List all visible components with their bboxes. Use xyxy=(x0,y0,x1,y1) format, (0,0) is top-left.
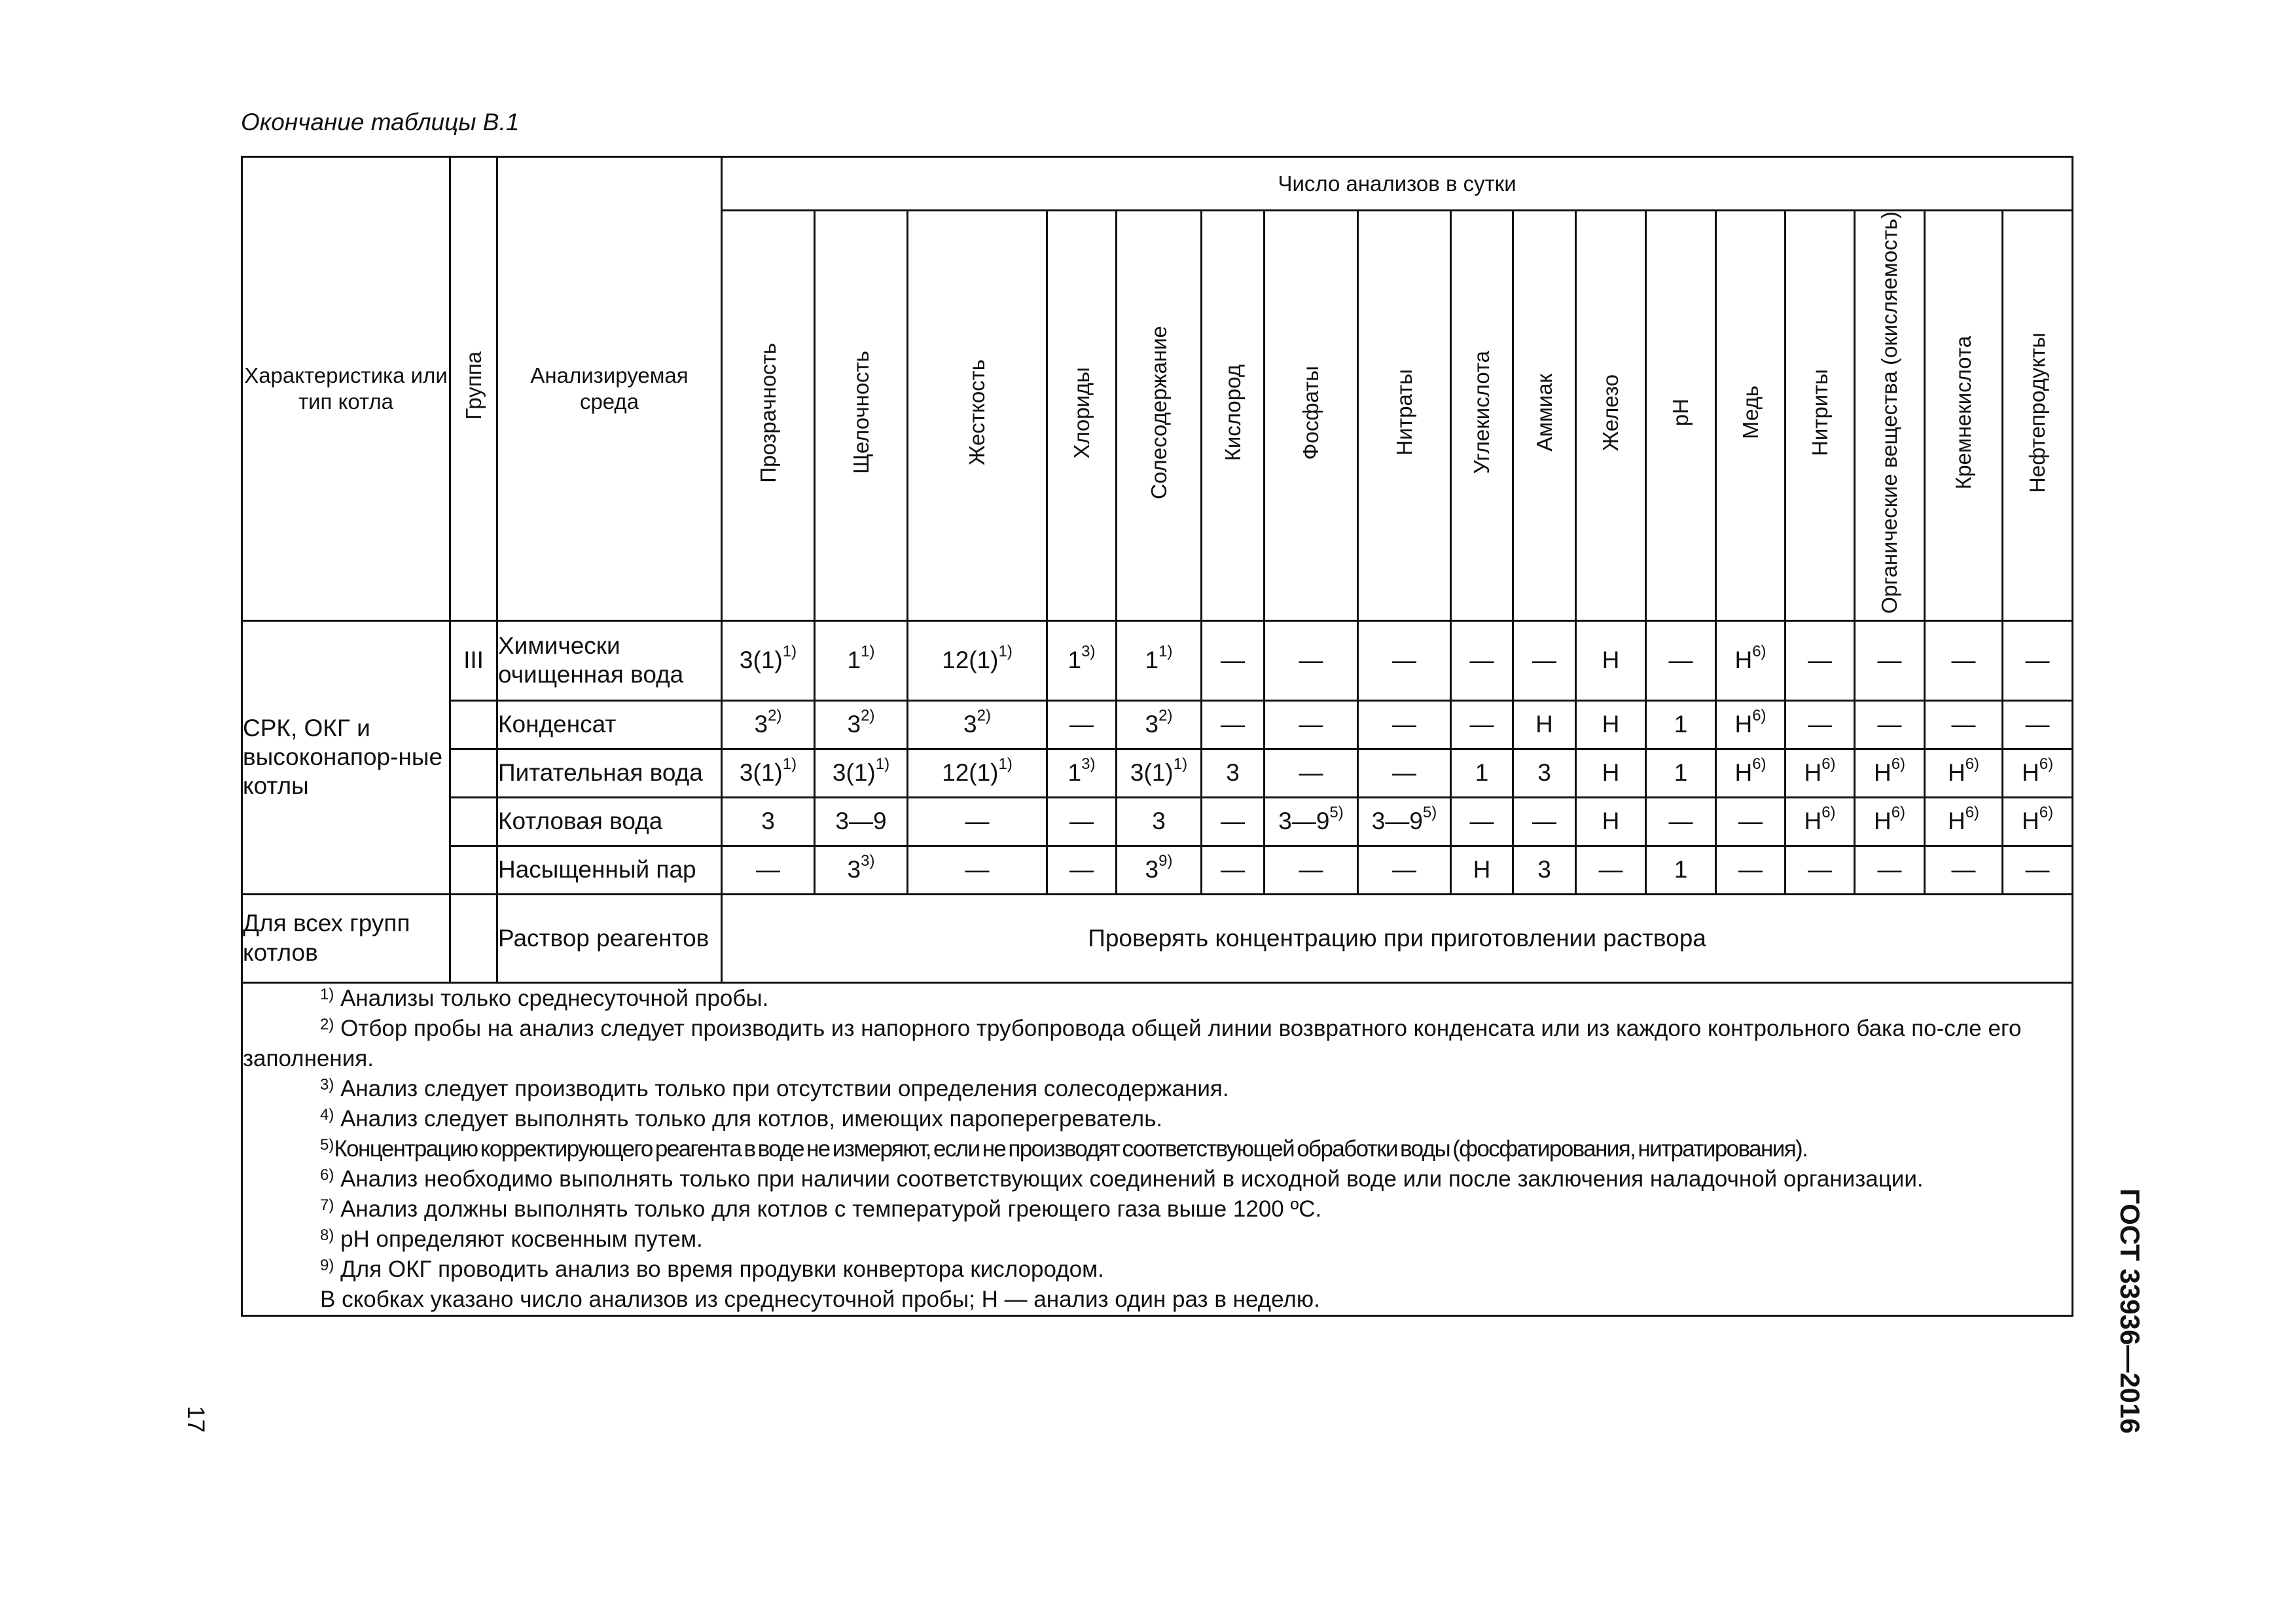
value-cell xyxy=(722,700,815,749)
cell-value: Н xyxy=(1873,759,1892,787)
footnote-ref: 1) xyxy=(861,643,875,661)
value-cell xyxy=(1716,797,1785,846)
header-row-1 xyxy=(242,157,2073,211)
footnote xyxy=(243,1074,2072,1104)
value-cell xyxy=(1117,749,1202,797)
cell-value: — xyxy=(1469,647,1494,674)
value-cell xyxy=(1576,700,1646,749)
footnote-text: Анализ должны выполнять только для котлов с температурой греющего газа выше 1200 ºС. xyxy=(334,1196,1322,1222)
header-analysis-label: Железо xyxy=(1598,374,1623,452)
footnote-text: Отбор пробы на анализ следует производить из напорного трубопровода общей линии возвратного конденсата или из каждого контрольного бака по-сле его заполнения. xyxy=(243,1015,2022,1071)
cell-value: — xyxy=(1392,711,1416,738)
header-analysis-label: Органические вещества (окисляемость) xyxy=(1877,211,1902,614)
footnote-ref: 2) xyxy=(977,707,991,725)
cell-value: — xyxy=(1877,856,1902,883)
cell-value: — xyxy=(1069,856,1094,883)
cell-value: — xyxy=(1299,647,1323,674)
all-groups-group xyxy=(450,894,497,982)
footnote xyxy=(243,1194,2072,1224)
value-cell xyxy=(815,620,908,700)
notes-row xyxy=(242,982,2073,1315)
value-cell xyxy=(908,846,1047,894)
header-analysis-label: Прозрачность xyxy=(755,342,780,483)
value-cell xyxy=(1646,749,1716,797)
value-cell xyxy=(1265,700,1358,749)
value-cell xyxy=(908,620,1047,700)
value-cell xyxy=(1358,700,1451,749)
footnote-ref: 1) xyxy=(1173,755,1188,774)
value-cell xyxy=(1925,700,2003,749)
value-cell xyxy=(1117,797,1202,846)
header-analysis xyxy=(2003,211,2073,621)
value-cell xyxy=(1451,797,1513,846)
header-analysis xyxy=(1576,211,1646,621)
header-analysis-label: Нитриты xyxy=(1807,368,1832,456)
footnote-ref: 6) xyxy=(1752,643,1767,661)
header-analysis xyxy=(1358,211,1451,621)
medium-cell: Конденсат xyxy=(497,700,722,749)
value-cell xyxy=(1646,620,1716,700)
cell-value: Н xyxy=(1947,808,1965,835)
footnote-mark: 6) xyxy=(320,1166,334,1184)
value-cell xyxy=(2003,620,2073,700)
footnote-ref: 2) xyxy=(1158,707,1173,725)
cell-value: — xyxy=(1069,711,1094,738)
footnote-ref: 6) xyxy=(1891,804,1906,822)
value-cell xyxy=(1265,620,1358,700)
header-analysis xyxy=(1117,211,1202,621)
cell-value: 1 xyxy=(1067,647,1082,674)
footnote-ref: 1) xyxy=(998,755,1013,774)
cell-value: Н xyxy=(1602,808,1620,835)
header-analysis xyxy=(1716,211,1785,621)
cell-value: 3 xyxy=(1145,856,1159,883)
value-cell xyxy=(1925,749,2003,797)
header-analysis-label: рН xyxy=(1668,399,1693,427)
page-number: 17 xyxy=(183,1406,209,1433)
value-cell xyxy=(1202,749,1265,797)
footnote-text: рН определяют косвенным путем. xyxy=(334,1226,703,1252)
cell-value: — xyxy=(1951,647,1976,674)
cell-value: — xyxy=(1299,711,1323,738)
value-cell xyxy=(1513,846,1576,894)
footnote-ref: 6) xyxy=(1752,707,1767,725)
footnotes xyxy=(242,982,2073,1315)
cell-value: 3—9 xyxy=(1278,808,1330,835)
cell-value: — xyxy=(1951,856,1976,883)
cell-value: — xyxy=(1668,647,1693,674)
footnote-text: Анализ необходимо выполнять только при наличии соответствующих соединений в исходной воде или после заключения наладочной организации. xyxy=(334,1166,1924,1192)
cell-value: — xyxy=(1877,711,1902,738)
header-analysis-label: Щелочность xyxy=(848,351,873,474)
cell-value: — xyxy=(1808,856,1832,883)
header-group xyxy=(450,157,497,621)
cell-value: — xyxy=(2025,711,2050,738)
header-analysis xyxy=(1451,211,1513,621)
header-analysis-label: Солесодержание xyxy=(1146,325,1171,499)
cell-value: Н xyxy=(1873,808,1892,835)
all-groups-text: Проверять концентрацию при приготовлении раствора xyxy=(722,894,2073,982)
header-analysis xyxy=(722,211,815,621)
value-cell xyxy=(722,797,815,846)
footnote xyxy=(243,1134,2072,1164)
value-cell xyxy=(1047,700,1117,749)
cell-value: Н xyxy=(1602,759,1620,787)
value-cell xyxy=(1358,749,1451,797)
header-analyses-title: Число анализов в сутки xyxy=(722,157,2073,211)
all-groups-medium: Раствор реагентов xyxy=(497,894,722,982)
cell-value: 1 xyxy=(847,647,861,674)
cell-value: Н xyxy=(1602,647,1620,674)
value-cell xyxy=(1716,749,1785,797)
value-cell xyxy=(2003,846,2073,894)
cell-value: — xyxy=(1469,808,1494,835)
header-analysis-label: Жесткость xyxy=(965,359,990,466)
value-cell xyxy=(1785,700,1855,749)
footnote-mark: 5) xyxy=(320,1135,334,1154)
cell-value: — xyxy=(965,856,990,883)
cell-value: 3(1) xyxy=(739,759,783,787)
medium-cell: Питательная вода xyxy=(497,749,722,797)
footnote-ref: 9) xyxy=(1158,852,1173,870)
cell-value: — xyxy=(1221,711,1245,738)
footnote-ref: 3) xyxy=(1081,643,1096,661)
cell-value: — xyxy=(1392,856,1416,883)
cell-value: — xyxy=(1532,808,1556,835)
analysis-table xyxy=(241,156,2073,1317)
value-cell xyxy=(1265,749,1358,797)
table-caption: Окончание таблицы В.1 xyxy=(241,109,520,135)
footnote-mark: 3) xyxy=(320,1075,334,1094)
value-cell xyxy=(1451,700,1513,749)
value-cell xyxy=(1117,700,1202,749)
cell-value: — xyxy=(1069,808,1094,835)
table-row xyxy=(242,749,2073,797)
value-cell xyxy=(1925,846,2003,894)
cell-value: 3(1) xyxy=(832,759,876,787)
cell-value: 3(1) xyxy=(739,647,783,674)
footnote xyxy=(243,984,2072,1014)
cell-value: 3 xyxy=(754,711,768,738)
value-cell xyxy=(815,749,908,797)
header-analysis-label: Аммиак xyxy=(1532,374,1556,452)
footnote-mark: 7) xyxy=(320,1196,334,1214)
medium-cell: Котловая вода xyxy=(497,797,722,846)
cell-value: 3 xyxy=(1537,759,1551,787)
header-analysis xyxy=(1785,211,1855,621)
cell-value: 3 xyxy=(847,711,861,738)
table-row xyxy=(242,620,2073,700)
cell-value: 1 xyxy=(1674,759,1688,787)
table-row xyxy=(242,846,2073,894)
cell-value: 3—9 xyxy=(835,808,887,835)
all-groups-row xyxy=(242,894,2073,982)
cell-value: Н xyxy=(1734,711,1753,738)
value-cell xyxy=(1716,620,1785,700)
cell-value: — xyxy=(1738,856,1763,883)
value-cell xyxy=(815,797,908,846)
cell-value: — xyxy=(1221,647,1245,674)
header-characteristic: Характеристика или тип котла xyxy=(242,157,450,621)
value-cell xyxy=(2003,749,2073,797)
footnote-mark: 8) xyxy=(320,1226,334,1244)
value-cell xyxy=(1451,749,1513,797)
cell-value: — xyxy=(2025,647,2050,674)
header-analysis-label: Углекислота xyxy=(1469,351,1494,474)
value-cell xyxy=(1202,700,1265,749)
cell-value: 1 xyxy=(1674,711,1688,738)
characteristic-cell: СРК, ОКГ и высоконапор-ные котлы xyxy=(242,620,450,894)
value-cell xyxy=(1047,749,1117,797)
footnote xyxy=(243,1014,2072,1074)
table-row xyxy=(242,700,2073,749)
footnote-ref: 1) xyxy=(782,755,797,774)
value-cell xyxy=(1855,846,1925,894)
footnote-text: Для ОКГ проводить анализ во время продувки конвертора кислородом. xyxy=(334,1256,1104,1282)
footnote xyxy=(243,1164,2072,1194)
cell-value: 3 xyxy=(963,711,977,738)
header-analysis-label: Кислород xyxy=(1220,364,1245,461)
value-cell xyxy=(1513,749,1576,797)
footnote-ref: 5) xyxy=(1329,804,1344,822)
header-analysis xyxy=(1202,211,1265,621)
header-analysis xyxy=(1047,211,1117,621)
footnote-text: Анализ следует производить только при отсутствии определения солесодержания. xyxy=(334,1075,1229,1101)
footnote-ref: 1) xyxy=(998,643,1013,661)
value-cell xyxy=(1047,846,1117,894)
header-analysis-label: Нитраты xyxy=(1391,369,1416,456)
value-cell xyxy=(1855,620,1925,700)
cell-value: — xyxy=(1668,808,1693,835)
group-cell: III xyxy=(450,620,497,700)
cell-value: 3(1) xyxy=(1130,759,1174,787)
value-cell xyxy=(1358,620,1451,700)
value-cell xyxy=(722,846,815,894)
value-cell xyxy=(1265,797,1358,846)
value-cell xyxy=(722,620,815,700)
footnote-mark: 2) xyxy=(320,1015,334,1033)
footnote-ref: 1) xyxy=(1158,643,1173,661)
cell-value: 3 xyxy=(761,808,775,835)
footnote-ref: 6) xyxy=(2039,804,2054,822)
value-cell xyxy=(1358,797,1451,846)
cell-value: — xyxy=(1469,711,1494,738)
value-cell xyxy=(815,846,908,894)
footnote-ref: 6) xyxy=(1891,755,1906,774)
value-cell xyxy=(815,700,908,749)
value-cell xyxy=(1925,620,2003,700)
value-cell xyxy=(1576,797,1646,846)
cell-value: — xyxy=(1951,711,1976,738)
value-cell xyxy=(1646,700,1716,749)
footnote-ref: 6) xyxy=(1752,755,1767,774)
cell-value: 3 xyxy=(1226,759,1240,787)
cell-value: — xyxy=(1299,759,1323,787)
cell-value: — xyxy=(2025,856,2050,883)
footnote-ref: 6) xyxy=(1965,804,1980,822)
footnote-ref: 3) xyxy=(1081,755,1096,774)
cell-value: Н xyxy=(1804,808,1822,835)
footnote xyxy=(243,1255,2072,1285)
cell-value: — xyxy=(1598,856,1623,883)
cell-value: 12(1) xyxy=(942,647,999,674)
standard-designation: ГОСТ 33936—2016 xyxy=(2115,1188,2145,1434)
value-cell xyxy=(1358,846,1451,894)
footnote-ref: 2) xyxy=(861,707,875,725)
footnote-text: Анализ следует выполнять только для котлов, имеющих пароперегреватель. xyxy=(334,1105,1163,1132)
footnote-ref: 1) xyxy=(782,643,797,661)
value-cell xyxy=(722,749,815,797)
cell-value: 1 xyxy=(1475,759,1489,787)
value-cell xyxy=(1785,749,1855,797)
header-analysis xyxy=(1646,211,1716,621)
cell-value: Н xyxy=(2022,759,2039,787)
cell-value: — xyxy=(1808,711,1832,738)
cell-value: — xyxy=(1808,647,1832,674)
cell-value: 3 xyxy=(1145,711,1159,738)
footnote-ref: 6) xyxy=(1821,804,1836,822)
footnote xyxy=(243,1224,2072,1255)
value-cell xyxy=(1716,700,1785,749)
value-cell xyxy=(1646,846,1716,894)
value-cell xyxy=(1117,846,1202,894)
group-cell xyxy=(450,797,497,846)
medium-cell: Насыщенный пар xyxy=(497,846,722,894)
value-cell xyxy=(1646,797,1716,846)
value-cell xyxy=(1785,797,1855,846)
value-cell xyxy=(1513,797,1576,846)
footnote-ref: 6) xyxy=(1821,755,1836,774)
header-analysis xyxy=(1513,211,1576,621)
value-cell xyxy=(1202,797,1265,846)
value-cell xyxy=(1785,620,1855,700)
cell-value: Н xyxy=(1734,647,1753,674)
header-group-label: Группа xyxy=(461,351,486,420)
value-cell xyxy=(908,749,1047,797)
value-cell xyxy=(1513,620,1576,700)
header-analysis-label: Нефтепродукты xyxy=(2025,332,2050,493)
value-cell xyxy=(1047,797,1117,846)
cell-value: — xyxy=(965,808,990,835)
value-cell xyxy=(1202,620,1265,700)
cell-value: — xyxy=(1738,808,1763,835)
cell-value: — xyxy=(1221,808,1245,835)
cell-value: 3 xyxy=(1537,856,1551,883)
value-cell xyxy=(1855,749,1925,797)
cell-value: — xyxy=(1299,856,1323,883)
cell-value: Н xyxy=(1473,856,1491,883)
group-cell xyxy=(450,846,497,894)
header-analysis xyxy=(1925,211,2003,621)
cell-value: — xyxy=(1877,647,1902,674)
footnote-ref: 6) xyxy=(2039,755,2054,774)
cell-value: Н xyxy=(1947,759,1965,787)
footnote-mark: 1) xyxy=(320,985,334,1003)
cell-value: — xyxy=(1392,759,1416,787)
header-analysis xyxy=(1855,211,1925,621)
cell-value: — xyxy=(1221,856,1245,883)
value-cell xyxy=(1576,620,1646,700)
cell-value: Н xyxy=(1804,759,1822,787)
group-cell xyxy=(450,749,497,797)
cell-value: — xyxy=(1532,647,1556,674)
footnote-mark: 9) xyxy=(320,1256,334,1274)
footnote-ref: 2) xyxy=(768,707,782,725)
header-analysis xyxy=(1265,211,1358,621)
cell-value: Н xyxy=(2022,808,2039,835)
header-analysis xyxy=(908,211,1047,621)
value-cell xyxy=(1925,797,2003,846)
value-cell xyxy=(1576,846,1646,894)
value-cell xyxy=(1047,620,1117,700)
cell-value: Н xyxy=(1734,759,1753,787)
header-analysis-label: Медь xyxy=(1738,385,1763,440)
value-cell xyxy=(1513,700,1576,749)
cell-value: 1 xyxy=(1067,759,1082,787)
footnote-summary: В скобках указано число анализов из среднесуточной пробы; Н — анализ один раз в неделю. xyxy=(320,1286,1320,1312)
value-cell xyxy=(1451,846,1513,894)
group-cell xyxy=(450,700,497,749)
cell-value: 3 xyxy=(1152,808,1166,835)
value-cell xyxy=(1451,620,1513,700)
table-row xyxy=(242,797,2073,846)
footnote-mark: 4) xyxy=(320,1105,334,1124)
footnote-text: Анализы только среднесуточной пробы. xyxy=(334,985,769,1011)
value-cell xyxy=(908,797,1047,846)
value-cell xyxy=(2003,700,2073,749)
value-cell xyxy=(1716,846,1785,894)
header-analysis xyxy=(815,211,908,621)
footnote-ref: 6) xyxy=(1965,755,1980,774)
cell-value: — xyxy=(1392,647,1416,674)
value-cell xyxy=(1576,749,1646,797)
value-cell xyxy=(1265,846,1358,894)
cell-value: Н xyxy=(1602,711,1620,738)
cell-value: 1 xyxy=(1674,856,1688,883)
header-analysis-label: Фосфаты xyxy=(1299,365,1323,460)
header-analysis-label: Хлориды xyxy=(1069,366,1094,459)
cell-value: — xyxy=(756,856,780,883)
value-cell xyxy=(2003,797,2073,846)
footnote-text: Концентрацию корректирующего реагента в воде не измеряют, если не производят соответствующей обработки воды (фосфатирования, нитратирования). xyxy=(334,1135,1808,1162)
header-medium: Анализируемая среда xyxy=(497,157,722,621)
footnote-ref: 5) xyxy=(1422,804,1437,822)
cell-value: 1 xyxy=(1145,647,1159,674)
value-cell xyxy=(1855,700,1925,749)
cell-value: 3 xyxy=(847,856,861,883)
footnote-ref: 3) xyxy=(861,852,875,870)
value-cell xyxy=(1202,846,1265,894)
footnote-ref: 1) xyxy=(875,755,890,774)
value-cell xyxy=(908,700,1047,749)
cell-value: 12(1) xyxy=(942,759,999,787)
footnote xyxy=(243,1104,2072,1134)
cell-value: Н xyxy=(1535,711,1553,738)
value-cell xyxy=(1117,620,1202,700)
all-groups-characteristic: Для всех групп котлов xyxy=(242,894,450,982)
header-analysis-label: Кремнекислота xyxy=(1951,335,1976,490)
cell-value: 3—9 xyxy=(1371,808,1423,835)
value-cell xyxy=(1785,846,1855,894)
value-cell xyxy=(1855,797,1925,846)
medium-cell: Химически очищенная вода xyxy=(497,620,722,700)
